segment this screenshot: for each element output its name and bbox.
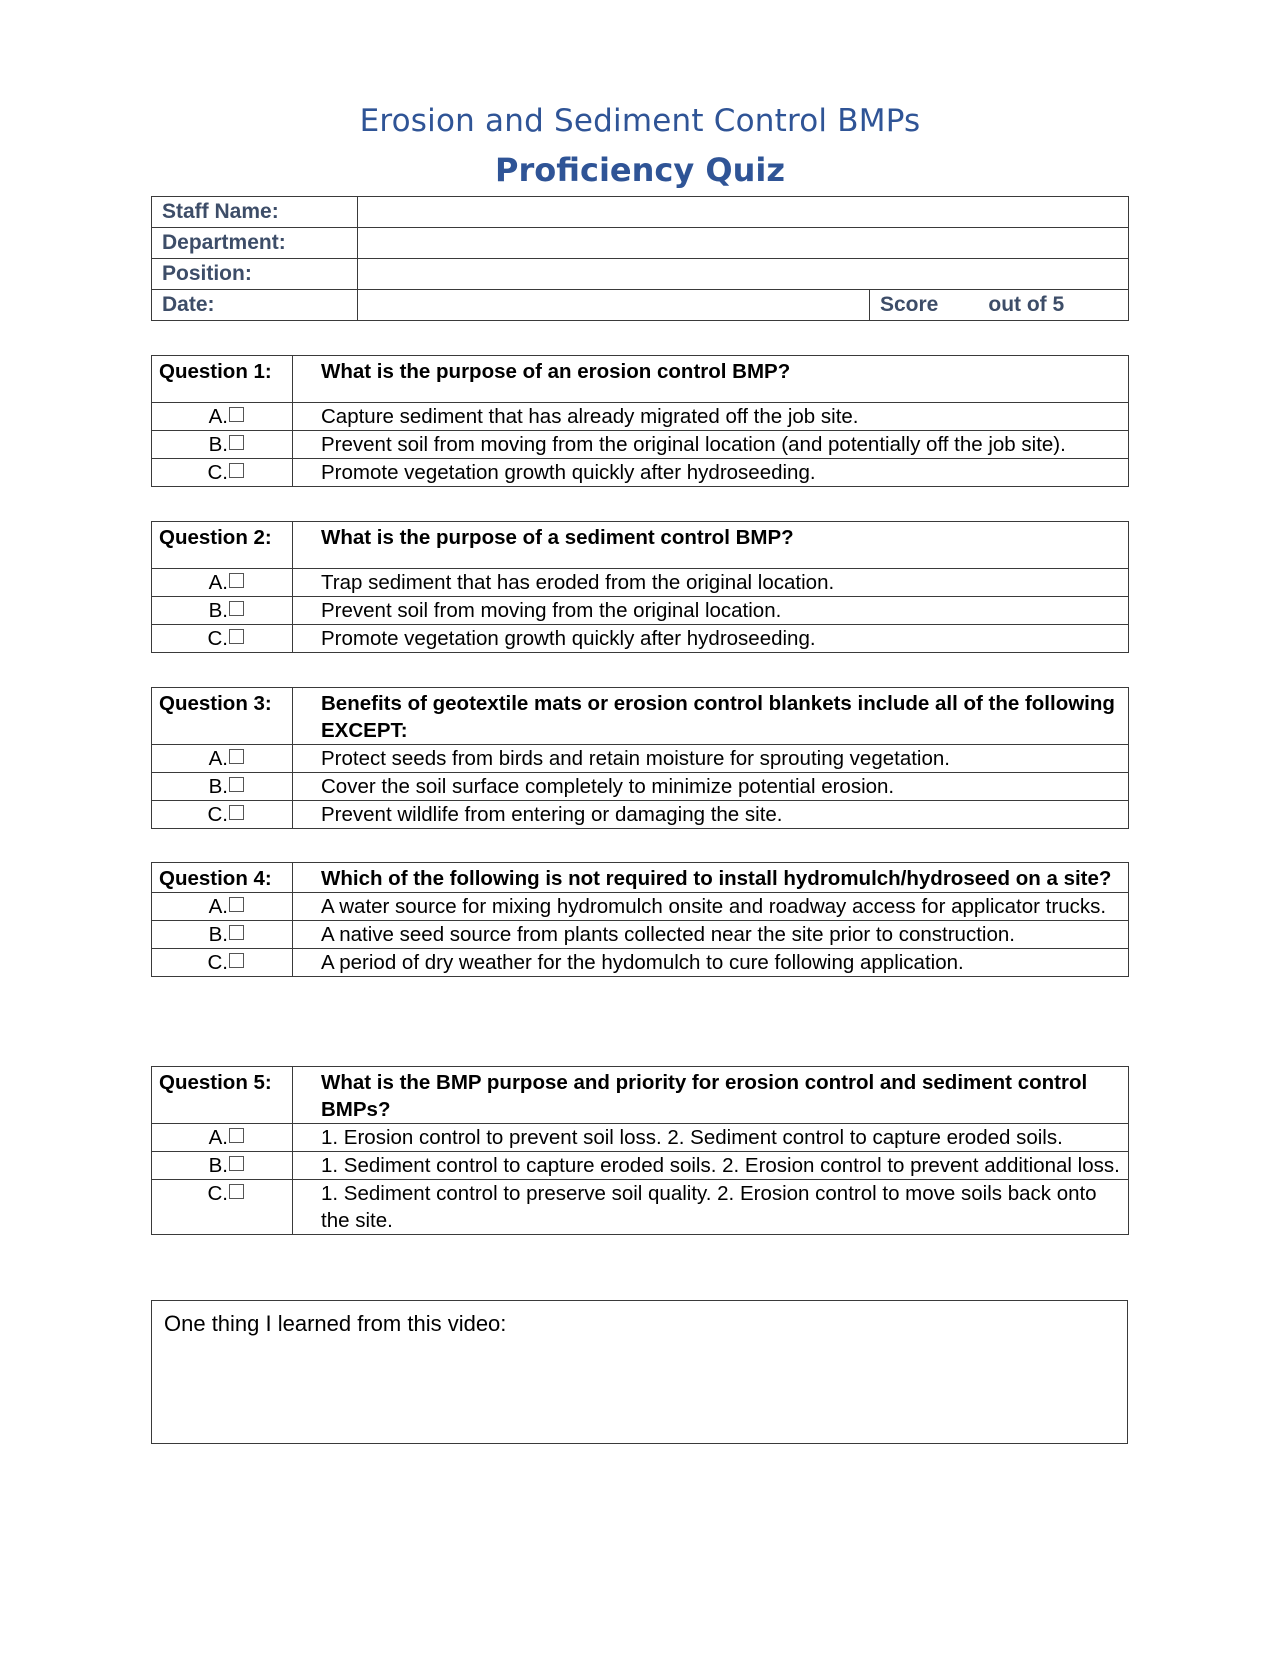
question-label: Question 1:: [152, 356, 293, 403]
checkbox-icon[interactable]: [229, 629, 244, 644]
option-b-cell[interactable]: [152, 1152, 293, 1180]
question-3-table: [151, 687, 1129, 829]
date-row: [152, 290, 1129, 321]
option-c-text: 1. Sediment control to preserve soil quality. 2. Erosion control to move soils back onto the site.: [293, 1180, 1129, 1235]
option-b-cell[interactable]: [152, 597, 293, 625]
checkbox-icon[interactable]: [229, 601, 244, 616]
option-b-cell[interactable]: [152, 773, 293, 801]
question-text: What is the purpose of an erosion control BMP?: [293, 356, 1129, 403]
checkbox-icon[interactable]: [229, 749, 244, 764]
option-a-text: Trap sediment that has eroded from the original location.: [293, 569, 1129, 597]
option-a-cell[interactable]: [152, 569, 293, 597]
checkbox-icon[interactable]: [229, 1128, 244, 1143]
option-b-cell[interactable]: [152, 431, 293, 459]
staff-name-row: [152, 197, 1129, 228]
checkbox-icon[interactable]: [229, 805, 244, 820]
option-letter: A.: [208, 405, 228, 428]
option-a-cell[interactable]: [152, 1124, 293, 1152]
question-2-table: [151, 521, 1129, 653]
question-label: Question 5:: [152, 1067, 293, 1124]
option-a-cell[interactable]: [152, 745, 293, 773]
checkbox-icon[interactable]: [229, 463, 244, 478]
question-text: What is the BMP purpose and priority for erosion control and sediment control BMPs?: [293, 1067, 1129, 1124]
staff-name-label: Staff Name:: [152, 197, 358, 228]
question-text: What is the purpose of a sediment control BMP?: [293, 522, 1129, 569]
date-field[interactable]: [358, 290, 870, 321]
option-a-text: A water source for mixing hydromulch onsite and roadway access for applicator trucks.: [293, 893, 1129, 921]
position-field[interactable]: [358, 259, 1129, 290]
option-c-text: Promote vegetation growth quickly after hydroseeding.: [293, 459, 1129, 487]
option-b-text: A native seed source from plants collected near the site prior to construction.: [293, 921, 1129, 949]
checkbox-icon[interactable]: [229, 925, 244, 940]
checkbox-icon[interactable]: [229, 1184, 244, 1199]
document-subtitle: Proficiency Quiz: [495, 151, 785, 189]
option-letter: B.: [208, 1154, 228, 1177]
question-label: Question 2:: [152, 522, 293, 569]
department-row: [152, 228, 1129, 259]
learned-box: [151, 1300, 1128, 1444]
option-a-text: Capture sediment that has already migrated off the job site.: [293, 403, 1129, 431]
learned-label: One thing I learned from this video:: [164, 1311, 507, 1336]
option-c-cell[interactable]: [152, 801, 293, 829]
option-letter: C.: [207, 627, 228, 650]
option-letter: C.: [207, 803, 228, 826]
option-c-text: Promote vegetation growth quickly after hydroseeding.: [293, 625, 1129, 653]
question-text: Which of the following is not required to install hydromulch/hydroseed on a site?: [293, 863, 1129, 893]
option-c-cell[interactable]: [152, 459, 293, 487]
option-c-text: A period of dry weather for the hydomulch to cure following application.: [293, 949, 1129, 977]
option-letter: C.: [207, 461, 228, 484]
option-c-cell[interactable]: [152, 1180, 293, 1235]
checkbox-icon[interactable]: [229, 573, 244, 588]
score-label: Score: [880, 293, 939, 316]
option-b-text: 1. Sediment control to capture eroded soils. 2. Erosion control to prevent additional loss.: [293, 1152, 1129, 1180]
option-letter: B.: [208, 599, 228, 622]
score-out-of: out of 5: [988, 293, 1065, 316]
position-row: [152, 259, 1129, 290]
staff-info-table: [151, 196, 1129, 321]
option-letter: A.: [208, 571, 228, 594]
checkbox-icon[interactable]: [229, 407, 244, 422]
question-label: Question 3:: [152, 688, 293, 745]
option-a-cell[interactable]: [152, 403, 293, 431]
date-label: Date:: [152, 290, 358, 321]
question-1-table: [151, 355, 1129, 487]
score-cell[interactable]: [870, 290, 1129, 321]
checkbox-icon[interactable]: [229, 953, 244, 968]
option-b-cell[interactable]: [152, 921, 293, 949]
document-title: Erosion and Sediment Control BMPs: [359, 103, 921, 139]
position-label: Position:: [152, 259, 358, 290]
option-c-cell[interactable]: [152, 625, 293, 653]
option-letter: C.: [207, 951, 228, 974]
option-letter: B.: [208, 433, 228, 456]
learned-field[interactable]: [152, 1301, 1128, 1444]
option-b-text: Cover the soil surface completely to minimize potential erosion.: [293, 773, 1129, 801]
option-a-text: Protect seeds from birds and retain moisture for sprouting vegetation.: [293, 745, 1129, 773]
option-a-cell[interactable]: [152, 893, 293, 921]
option-b-text: Prevent soil from moving from the original location.: [293, 597, 1129, 625]
option-a-text: 1. Erosion control to prevent soil loss. 2. Sediment control to capture eroded soils.: [293, 1124, 1129, 1152]
option-letter: B.: [208, 923, 228, 946]
option-c-cell[interactable]: [152, 949, 293, 977]
question-label: Question 4:: [152, 863, 293, 893]
option-b-text: Prevent soil from moving from the original location (and potentially off the job site).: [293, 431, 1129, 459]
checkbox-icon[interactable]: [229, 1156, 244, 1171]
staff-name-field[interactable]: [358, 197, 1129, 228]
option-letter: A.: [208, 895, 228, 918]
option-letter: C.: [207, 1182, 228, 1205]
checkbox-icon[interactable]: [229, 435, 244, 450]
question-5-table: [151, 1066, 1129, 1235]
checkbox-icon[interactable]: [229, 897, 244, 912]
question-4-table: [151, 862, 1129, 977]
option-letter: A.: [208, 747, 228, 770]
department-label: Department:: [152, 228, 358, 259]
department-field[interactable]: [358, 228, 1129, 259]
checkbox-icon[interactable]: [229, 777, 244, 792]
question-text: Benefits of geotextile mats or erosion control blankets include all of the following EXCEPT:: [293, 688, 1129, 745]
option-c-text: Prevent wildlife from entering or damaging the site.: [293, 801, 1129, 829]
option-letter: B.: [208, 775, 228, 798]
option-letter: A.: [208, 1126, 228, 1149]
